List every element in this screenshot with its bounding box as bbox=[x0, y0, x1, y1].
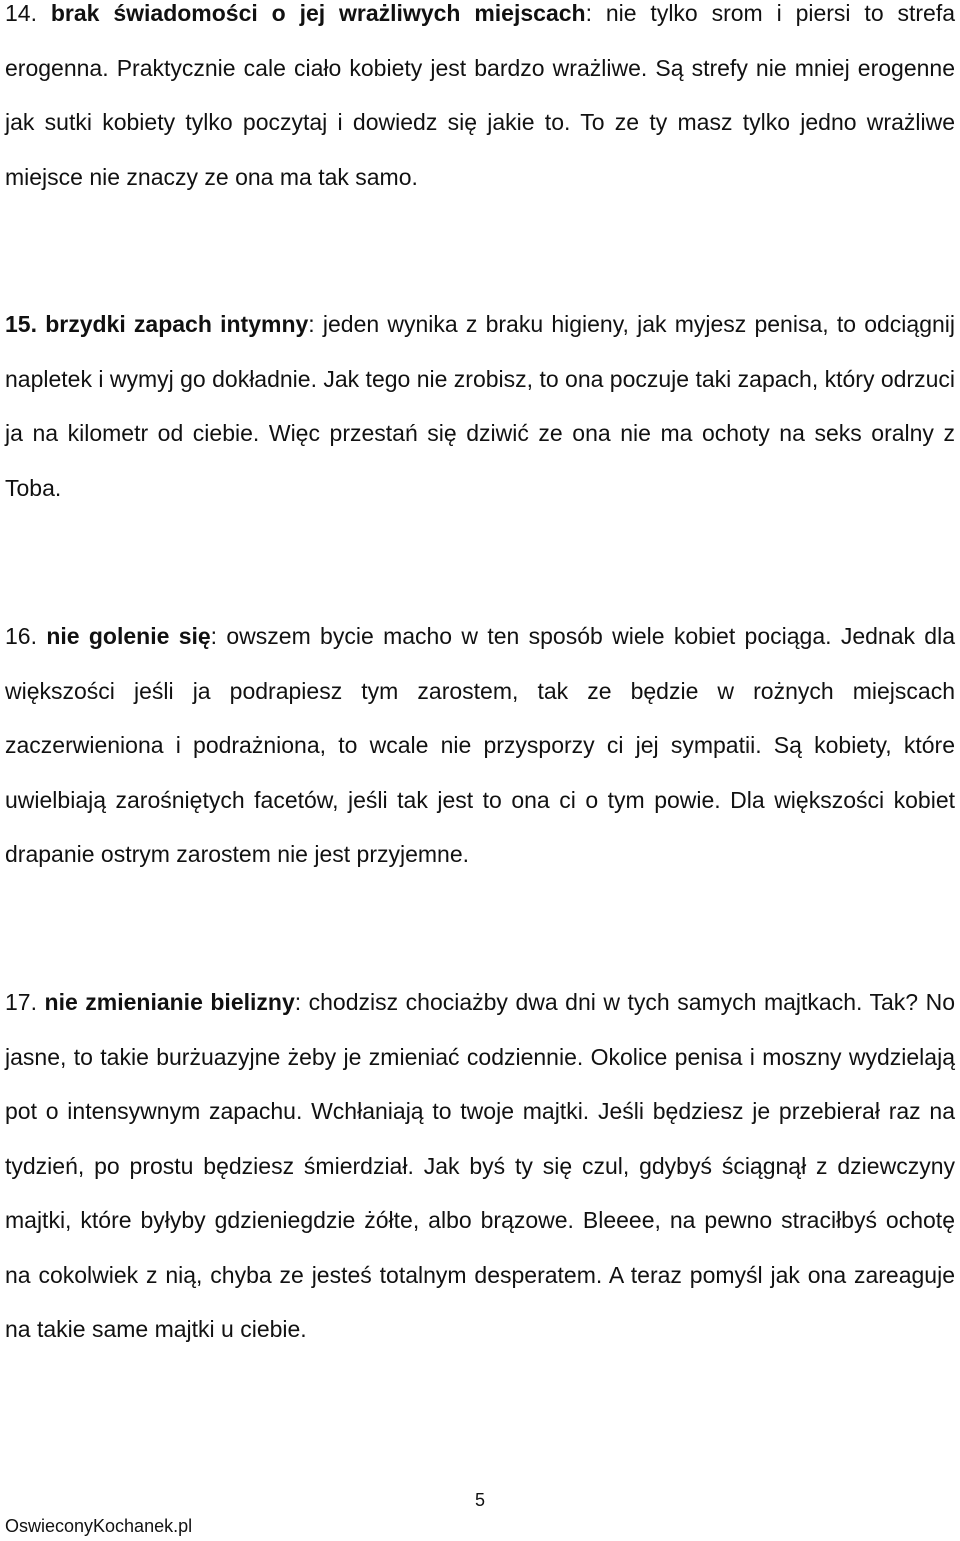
paragraph-heading: nie zmienianie bielizny bbox=[44, 989, 295, 1015]
paragraph-text: : chodzisz chociażby dwa dni w tych samych majtkach. Tak? No jasne, to takie burżuazyjne żeby je zmieniać codziennie. Okolice penisa i moszny wydzielają pot o intensywnym zapachu. Wchłaniają to twoje majtki. Jeśli będziesz je przebierał raz na tydzień, po prostu będziesz śmierdział. Jak byś ty się czul, gdybyś ściągnął z dziewczyny majtki, które byłyby gdzieniegdzie żółte, albo brązowe. Bleeee, na pewno straciłbyś ochotę na cokolwiek z nią, chyba ze jesteś totalnym desperatem. A teraz pomyśl jak ona zareaguje na takie same majtki u ciebie. bbox=[5, 989, 955, 1342]
paragraph-14 bbox=[5, 0, 955, 204]
paragraph-number: 17. bbox=[5, 989, 37, 1015]
paragraph-text: : jeden wynika z braku higieny, jak myjesz penisa, to odciągnij napletek i wymyj go dokładnie. Jak tego nie zrobisz, to ona poczuje taki zapach, który odrzuci ja na kilometr od ciebie. Więc przestań się dziwić ze ona nie ma ochoty na seks oralny z Toba. bbox=[5, 311, 956, 501]
paragraph-number: 16. bbox=[5, 623, 37, 649]
footer-site-name: OswieconyKochanek.pl bbox=[5, 1516, 193, 1536]
paragraph-number: 15. bbox=[5, 311, 37, 337]
paragraph-heading: nie golenie się bbox=[46, 623, 211, 649]
paragraph-16 bbox=[5, 609, 955, 882]
paragraph-15 bbox=[5, 297, 955, 515]
paragraph-text: : owszem bycie macho w ten sposób wiele kobiet pociąga. Jednak dla większości jeśli ja podrapiesz tym zarostem, tak ze będzie w rożnych miejscach zaczerwieniona i podrażniona, to wcale nie przysporzy ci jej sympatii. Są kobiety, które uwielbiają zarośniętych facetów, jeśli tak jest to ona ci o tym powie. Dla większości kobiet drapanie ostrym zarostem nie jest przyjemne. bbox=[5, 623, 955, 867]
paragraph-17 bbox=[5, 975, 955, 1357]
paragraph-heading: brzydki zapach intymny bbox=[45, 311, 309, 337]
paragraph-heading: brak świadomości o jej wrażliwych miejscach bbox=[50, 0, 586, 26]
paragraph-text: : nie tylko srom i piersi to strefa erogenna. Praktycznie cale ciało kobiety jest bardzo wrażliwe. Są strefy nie mniej erogenne jak sutki kobiety tylko poczytaj i dowiedz się jakie to. To ze ty masz tylko jedno wrażliwe miejsce nie znaczy ze ona ma tak samo. bbox=[5, 0, 956, 190]
page-number: 5 bbox=[474, 1490, 485, 1510]
paragraph-number: 14. bbox=[5, 0, 37, 26]
